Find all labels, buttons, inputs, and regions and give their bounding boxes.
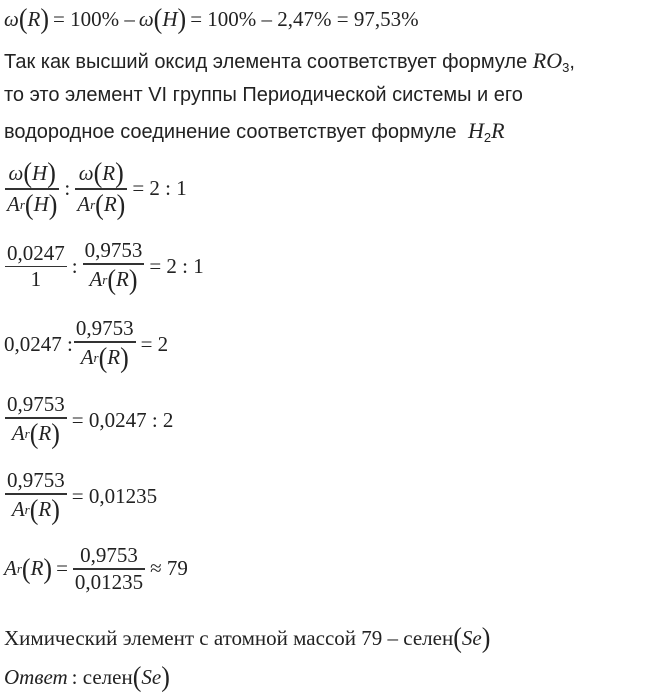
fraction <box>5 156 59 220</box>
math-token: R <box>107 345 121 369</box>
answer-line <box>4 660 170 693</box>
parenthesis: ) <box>116 188 126 220</box>
omega-symbol: ω <box>138 6 154 31</box>
math-token: ω <box>8 160 24 185</box>
math-token: R <box>116 267 129 291</box>
parenthesis: ( <box>93 156 103 189</box>
math-token: 0,01235 <box>74 569 144 594</box>
parenthesis: ( <box>132 660 142 693</box>
math-token: A <box>7 192 20 216</box>
math-token: A <box>11 497 25 521</box>
math-token: = 2 <box>140 331 169 356</box>
oxide-formula: RO <box>532 48 563 73</box>
ratio-equation-3 <box>4 318 172 371</box>
parenthesis: ) <box>481 621 491 654</box>
math-token: 0,9753 <box>75 316 134 340</box>
math-token: : <box>64 176 71 201</box>
math-token: 1 <box>30 267 42 291</box>
parenthesis: ( <box>18 2 28 35</box>
math-token: 0,9753 <box>7 468 65 492</box>
parenthesis: ( <box>21 552 31 585</box>
selenium-symbol: Se <box>461 625 482 650</box>
parenthesis: ) <box>40 2 49 35</box>
parenthesis: ) <box>161 660 170 693</box>
text-line-group <box>4 85 523 105</box>
parenthesis: ( <box>29 493 39 525</box>
parenthesis: ( <box>107 263 116 295</box>
math-token: = 0,0247 : 2 <box>71 407 174 432</box>
numerator <box>77 156 126 189</box>
answer-text: : селен <box>71 664 133 689</box>
parenthesis: ) <box>43 552 53 585</box>
fraction <box>73 545 145 593</box>
oxide-subscript: 3 <box>562 60 570 75</box>
mass-fraction-equation <box>4 2 423 35</box>
denominator: A r ( R ) <box>89 263 138 295</box>
math-token: R <box>30 556 44 581</box>
math-token: A <box>4 556 17 581</box>
math-token: H <box>32 160 48 185</box>
math-token: 0,9753 <box>84 238 143 262</box>
equation-part: = 100% – <box>53 6 135 31</box>
oxide-text: Так как высший оксид элемента соответствует формуле <box>4 51 528 73</box>
math-token: H <box>33 192 49 216</box>
math-token: ≈ 79 <box>150 556 188 581</box>
parenthesis: ) <box>120 341 129 373</box>
math-token: A <box>89 267 103 291</box>
math-token: A <box>11 421 25 445</box>
parenthesis: ) <box>177 2 187 35</box>
parenthesis: ( <box>23 156 33 189</box>
parenthesis: ) <box>48 188 58 220</box>
fraction <box>83 240 145 293</box>
answer-label: Ответ <box>4 664 68 689</box>
conclusion-text: Химический элемент с атомной массой 79 – селен <box>4 625 454 650</box>
math-token: R <box>103 192 117 216</box>
fraction <box>5 240 67 291</box>
denominator: A r ( R ) <box>11 493 60 525</box>
hydride-H: H <box>468 118 484 143</box>
math-token: = 0,01235 <box>71 483 158 508</box>
denominator: A r ( H ) <box>7 188 58 220</box>
fraction <box>5 394 67 447</box>
conclusion-line <box>4 621 491 654</box>
hydride-R: R <box>491 118 505 143</box>
ratio-equation-1 <box>4 156 191 220</box>
parenthesis: ) <box>115 156 124 189</box>
parenthesis: ( <box>453 621 462 654</box>
group-text: то это элемент VI группы Периодической системы и его <box>4 84 523 106</box>
text-line-hydride <box>4 118 505 145</box>
ratio-equation-4 <box>4 394 177 447</box>
parenthesis: ( <box>95 188 104 220</box>
parenthesis: ( <box>29 417 39 449</box>
parenthesis: ( <box>24 188 34 220</box>
text-line-oxide <box>4 48 575 75</box>
numerator <box>7 156 58 189</box>
math-token: = 2 : 1 <box>149 253 204 278</box>
parenthesis: ) <box>51 493 60 525</box>
fraction <box>5 470 67 523</box>
ratio-equation-2 <box>4 240 208 293</box>
comma: , <box>569 51 575 73</box>
omega-symbol: ω <box>4 6 19 31</box>
math-token: 0,0247 : <box>4 331 73 356</box>
hydride-subscript: 2 <box>483 130 492 145</box>
parenthesis: ) <box>128 263 138 295</box>
ratio-equation-5 <box>4 470 161 523</box>
element-H: H <box>162 6 178 31</box>
fraction <box>74 318 136 371</box>
math-token: R <box>102 160 116 185</box>
parenthesis: ) <box>51 417 60 449</box>
math-token: A <box>77 192 91 216</box>
denominator: A r ( R ) <box>11 417 60 449</box>
math-token: A <box>80 345 94 369</box>
math-token: 0,9753 <box>80 543 138 567</box>
math-token: : <box>71 253 78 278</box>
parenthesis: ( <box>153 2 163 35</box>
element-R: R <box>27 6 41 31</box>
math-token: ω <box>78 160 94 185</box>
hydride-text: водородное соединение соответствует формуле <box>4 121 457 143</box>
math-token: = <box>56 556 68 581</box>
math-token: R <box>38 497 52 521</box>
parenthesis: ( <box>98 341 108 373</box>
answer-symbol: Se <box>141 664 162 689</box>
atomic-mass-equation: A r ( R ) = $\frac{0,9753}{0,01235}$ ≈ 79 <box>4 545 192 593</box>
math-token: 0,9753 <box>7 392 65 416</box>
denominator: A r ( R ) <box>80 341 129 373</box>
fraction <box>75 156 127 220</box>
math-token: R <box>38 421 52 445</box>
denominator: A r ( R ) <box>77 188 126 220</box>
equation-result: = 100% – 2,47% = 97,53% <box>190 6 419 31</box>
math-token: = 2 : 1 <box>132 176 187 201</box>
math-token: 0,0247 <box>7 240 65 265</box>
parenthesis: ) <box>47 156 56 189</box>
